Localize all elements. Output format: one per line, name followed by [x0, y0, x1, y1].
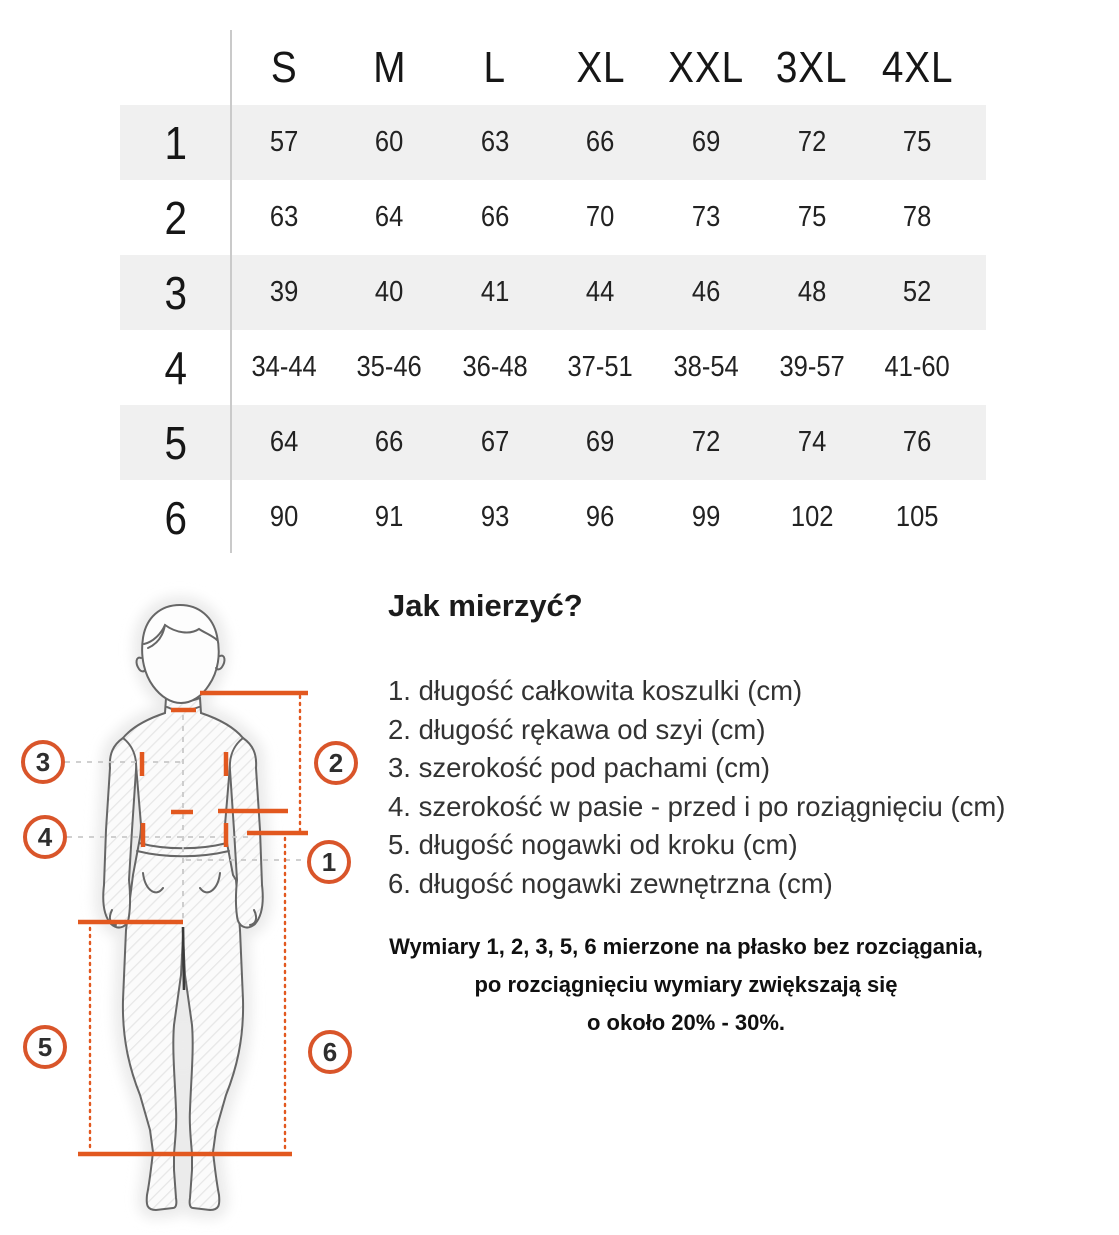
table-row: [120, 180, 986, 255]
cell: 36-48: [462, 351, 528, 383]
cell: 60: [375, 126, 404, 158]
cell: 73: [691, 201, 721, 233]
cell: 66: [480, 201, 510, 233]
cell: 96: [586, 501, 615, 533]
cell: 38-54: [673, 351, 739, 383]
cell: 64: [269, 426, 298, 458]
cell: 63: [480, 126, 510, 158]
marker-3: [21, 740, 65, 784]
cell: 41-60: [884, 351, 950, 383]
cell: 69: [586, 426, 615, 458]
measure-note-line-2: po rozciągnięciu wymiary zwiększają się: [474, 972, 898, 997]
cell: 48: [797, 276, 826, 308]
body-figure-illustration: [0, 580, 380, 1235]
col-header-xxl: XXL: [668, 42, 745, 92]
marker-4-label: 4: [37, 821, 53, 852]
cell: 102: [790, 501, 834, 533]
cell: 105: [896, 501, 939, 533]
cell: 69: [691, 126, 721, 158]
cell: 66: [586, 126, 615, 158]
cell: 90: [269, 501, 298, 533]
cell: 66: [375, 426, 404, 458]
cell: 52: [903, 276, 932, 308]
cell: 57: [269, 126, 298, 158]
table-column-divider: [230, 30, 232, 553]
cell: 99: [691, 501, 721, 533]
cell: 76: [903, 426, 932, 458]
cell: 67: [480, 426, 510, 458]
cell: 91: [375, 501, 404, 533]
cell: 74: [797, 426, 826, 458]
row-label: 3: [164, 266, 187, 319]
measure-note: [366, 928, 1006, 1042]
cell: 72: [797, 126, 826, 158]
measure-item-4: 4. szerokość w pasie - przed i po roziągnięciu (cm): [388, 790, 1006, 822]
marker-6: [308, 1030, 352, 1074]
marker-2: [314, 741, 358, 785]
how-to-measure-section: [388, 588, 1103, 903]
cell: 37-51: [567, 351, 634, 383]
marker-1-label: 1: [321, 846, 337, 877]
measure-note-line-3: o około 20% - 30%.: [586, 1010, 786, 1035]
cell: 39-57: [779, 351, 845, 383]
measure-item-6: 6. długość nogawki zewnętrzna (cm): [388, 867, 833, 899]
cell: 72: [691, 426, 721, 458]
measure-list: [388, 672, 1103, 903]
cell: 78: [903, 201, 932, 233]
cell: 46: [691, 276, 721, 308]
table-row: [120, 255, 986, 330]
measure-diagram: [0, 580, 380, 1235]
measure-item-2: 2. długość rękawa od szyi (cm): [388, 713, 766, 745]
cell: 93: [480, 501, 510, 533]
cell: 41: [480, 276, 510, 308]
col-header-xl: XL: [576, 42, 626, 92]
row-label: 2: [164, 191, 187, 244]
cell: 44: [586, 276, 615, 308]
col-header-4xl: 4XL: [881, 42, 954, 92]
cell: 39: [269, 276, 298, 308]
cell: 70: [586, 201, 615, 233]
size-table: [120, 30, 986, 555]
marker-5: [23, 1025, 67, 1069]
marker-1: [307, 840, 351, 884]
row-label: 5: [164, 416, 187, 469]
cell: 63: [269, 201, 298, 233]
row-label: 4: [164, 341, 187, 394]
how-to-measure-title: Jak mierzyć?: [388, 588, 583, 623]
marker-5-label: 5: [37, 1031, 53, 1062]
measure-item-1: 1. długość całkowita koszulki (cm): [388, 675, 803, 706]
cell: 64: [375, 201, 404, 233]
marker-6-label: 6: [322, 1036, 338, 1067]
cell: 40: [375, 276, 404, 308]
row-label: 1: [164, 116, 187, 169]
col-header-s: S: [270, 42, 298, 92]
measure-note-line-1: Wymiary 1, 2, 3, 5, 6 mierzone na płasko bez rozciągania,: [389, 934, 983, 959]
marker-3-label: 3: [35, 746, 51, 777]
cell: 75: [903, 126, 932, 158]
table-row: [120, 330, 986, 405]
col-header-m: M: [372, 42, 406, 92]
row-label: 6: [164, 491, 187, 544]
cell: 75: [797, 201, 826, 233]
col-header-l: L: [483, 42, 507, 92]
table-row: [120, 480, 986, 555]
marker-2-label: 2: [328, 747, 344, 778]
cell: 34-44: [251, 351, 317, 383]
measure-item-5: 5. długość nogawki od kroku (cm): [388, 829, 798, 860]
cell: 35-46: [356, 351, 423, 383]
table-header-row: [120, 30, 986, 105]
measure-item-3: 3. szerokość pod pachami (cm): [388, 752, 771, 783]
col-header-3xl: 3XL: [775, 42, 848, 92]
table-row: [120, 105, 986, 180]
marker-4: [23, 815, 67, 859]
table-row: [120, 405, 986, 480]
